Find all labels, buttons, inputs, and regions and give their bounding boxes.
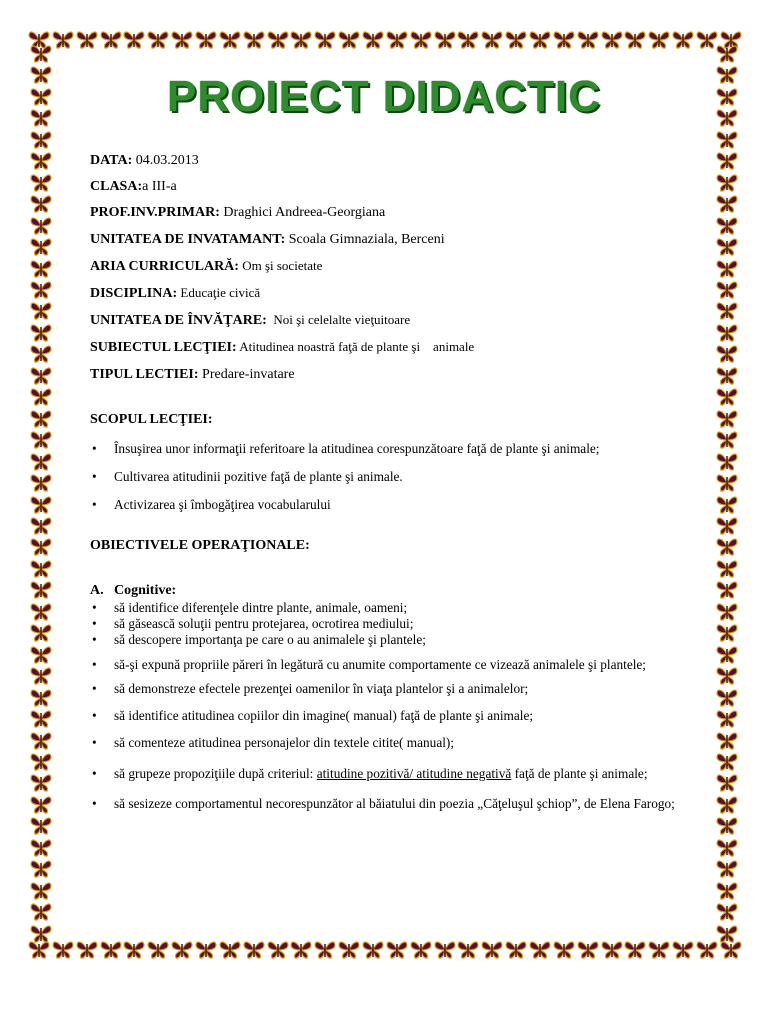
butterfly-icon	[30, 816, 52, 836]
border-top	[28, 30, 742, 52]
list-item: • să demonstreze efectele prezenţei oamenilor în viaţa plantelor şi a animalelor;	[114, 680, 714, 698]
butterfly-icon	[716, 580, 738, 600]
butterfly-icon	[434, 30, 456, 50]
butterfly-icon	[716, 366, 738, 386]
butterfly-icon	[52, 30, 74, 50]
butterfly-icon	[716, 559, 738, 579]
butterfly-icon	[30, 452, 52, 472]
butterfly-icon	[716, 323, 738, 343]
butterfly-icon	[30, 301, 52, 321]
butterfly-icon	[30, 580, 52, 600]
underlined-criterion: atitudine pozitivă/ atitudine negativă	[316, 766, 512, 781]
butterfly-icon	[481, 940, 503, 960]
butterfly-icon	[716, 473, 738, 493]
butterfly-icon	[716, 430, 738, 450]
butterfly-icon	[195, 940, 217, 960]
butterfly-icon	[505, 30, 527, 50]
butterfly-icon	[716, 773, 738, 793]
butterfly-icon	[505, 940, 527, 960]
butterfly-icon	[171, 30, 193, 50]
cognitive-list	[114, 600, 714, 816]
butterfly-icon	[76, 30, 98, 50]
butterfly-icon	[30, 173, 52, 193]
butterfly-icon	[553, 940, 575, 960]
butterfly-icon	[30, 645, 52, 665]
butterfly-icon	[338, 940, 360, 960]
list-item-grupeze: • să grupeze propoziţiile după criteriul: atitudine pozitivă/ atitudine negativă faţă de plante şi animale;	[114, 761, 714, 786]
obiective-heading: OBIECTIVELE OPERAŢIONALE:	[90, 538, 310, 553]
butterfly-icon	[716, 623, 738, 643]
butterfly-icon	[648, 940, 670, 960]
header-fields	[90, 152, 714, 392]
butterfly-icon	[195, 30, 217, 50]
butterfly-icon	[577, 30, 599, 50]
butterfly-icon	[716, 44, 738, 64]
butterfly-icon	[716, 838, 738, 858]
butterfly-icon	[716, 881, 738, 901]
butterfly-icon	[30, 387, 52, 407]
butterfly-icon	[624, 940, 646, 960]
butterfly-icon	[147, 940, 169, 960]
butterfly-icon	[362, 30, 384, 50]
butterfly-icon	[30, 623, 52, 643]
butterfly-icon	[716, 173, 738, 193]
butterfly-icon	[716, 516, 738, 536]
butterfly-icon	[716, 301, 738, 321]
butterfly-icon	[30, 237, 52, 257]
butterfly-icon	[716, 495, 738, 515]
butterfly-icon	[30, 795, 52, 815]
butterfly-icon	[529, 940, 551, 960]
butterfly-icon	[30, 194, 52, 214]
butterfly-icon	[30, 881, 52, 901]
butterfly-icon	[716, 752, 738, 772]
list-item: • Însuşirea unor informaţii referitoare la atitudinea corespunzătoare faţă de plante şi animale;	[114, 440, 714, 458]
list-item: • să găsească soluţii pentru protejarea, ocrotirea mediului;	[114, 616, 714, 632]
list-item: • să comenteze atitudinea personajelor din textele citite( manual);	[114, 734, 714, 752]
butterfly-icon	[457, 30, 479, 50]
butterfly-icon	[30, 495, 52, 515]
list-item: • să identifice diferenţele dintre plante, animale, oameni;	[114, 600, 714, 616]
butterfly-icon	[716, 387, 738, 407]
butterfly-icon	[100, 30, 122, 50]
butterfly-icon	[30, 773, 52, 793]
field-aria-curriculara: ARIA CURRICULARĂ: Om şi societate	[90, 257, 323, 274]
scop-heading: SCOPUL LECŢIEI:	[90, 412, 213, 427]
butterfly-icon	[219, 940, 241, 960]
butterfly-icon	[123, 940, 145, 960]
butterfly-icon	[716, 666, 738, 686]
butterfly-icon	[30, 366, 52, 386]
butterfly-icon	[362, 940, 384, 960]
field-tipul: TIPUL LECTIEI: Predare-invatare	[90, 366, 295, 382]
butterfly-icon	[314, 940, 336, 960]
butterfly-icon	[30, 430, 52, 450]
butterfly-icon	[243, 940, 265, 960]
butterfly-icon	[410, 940, 432, 960]
butterfly-icon	[30, 602, 52, 622]
butterfly-icon	[30, 731, 52, 751]
border-right	[716, 44, 740, 944]
butterfly-icon	[648, 30, 670, 50]
butterfly-icon	[30, 44, 52, 64]
butterfly-icon	[672, 940, 694, 960]
butterfly-icon	[716, 924, 738, 944]
butterfly-icon	[601, 940, 623, 960]
butterfly-icon	[314, 30, 336, 50]
butterfly-icon	[30, 323, 52, 343]
butterfly-icon	[30, 666, 52, 686]
butterfly-icon	[386, 30, 408, 50]
butterfly-icon	[716, 280, 738, 300]
butterfly-icon	[30, 559, 52, 579]
butterfly-icon	[529, 30, 551, 50]
butterfly-icon	[290, 30, 312, 50]
butterfly-icon	[716, 859, 738, 879]
butterfly-icon	[696, 30, 718, 50]
butterfly-icon	[716, 537, 738, 557]
butterfly-icon	[338, 30, 360, 50]
butterfly-icon	[30, 838, 52, 858]
butterfly-icon	[716, 709, 738, 729]
butterfly-icon	[716, 237, 738, 257]
butterfly-icon	[716, 409, 738, 429]
list-item: • să sesizeze comportamentul necorespunzător al băiatului din poezia „Căţeluşul şchiop”, de Elena Farogo;	[114, 791, 714, 816]
butterfly-icon	[457, 940, 479, 960]
butterfly-icon	[716, 902, 738, 922]
list-item: • să-şi expună propriile păreri în legătură cu anumite comportamente ce vizează animalele şi plantele;	[114, 652, 714, 677]
butterfly-icon	[716, 344, 738, 364]
butterfly-icon	[30, 473, 52, 493]
butterfly-icon	[123, 30, 145, 50]
butterfly-icon	[716, 645, 738, 665]
butterfly-icon	[716, 816, 738, 836]
list-item: • să descopere importanţa pe care o au animalele şi plantele;	[114, 632, 714, 648]
butterfly-icon	[624, 30, 646, 50]
field-disciplina: DISCIPLINA: Educaţie civică	[90, 284, 261, 301]
field-clasa: CLASA:a III-a	[90, 179, 177, 195]
butterfly-icon	[716, 795, 738, 815]
butterfly-icon	[30, 924, 52, 944]
butterfly-icon	[577, 940, 599, 960]
field-prof: PROF.INV.PRIMAR: Draghici Andreea-Georgiana	[90, 205, 386, 221]
butterfly-icon	[716, 130, 738, 150]
butterfly-icon	[716, 151, 738, 171]
butterfly-icon	[30, 259, 52, 279]
butterfly-icon	[290, 940, 312, 960]
butterfly-icon	[171, 940, 193, 960]
butterfly-icon	[30, 409, 52, 429]
butterfly-icon	[52, 940, 74, 960]
butterfly-icon	[30, 151, 52, 171]
butterfly-icon	[716, 602, 738, 622]
field-unitatea-invatamant: UNITATEA DE INVATAMANT: Scoala Gimnaziala, Berceni	[90, 231, 445, 247]
butterfly-icon	[553, 30, 575, 50]
butterfly-icon	[716, 452, 738, 472]
butterfly-icon	[267, 940, 289, 960]
butterfly-icon	[30, 688, 52, 708]
field-unitatea-invatare: UNITATEA DE ÎNVĂŢARE: Noi şi celelalte vieţuitoare	[90, 312, 411, 329]
page-title: PROIECT DIDACTIC	[167, 72, 601, 121]
list-item: • Activizarea şi îmbogăţirea vocabularului	[114, 496, 714, 514]
butterfly-icon	[30, 216, 52, 236]
butterfly-icon	[243, 30, 265, 50]
border-bottom	[28, 940, 742, 962]
butterfly-icon	[481, 30, 503, 50]
butterfly-icon	[30, 344, 52, 364]
butterfly-icon	[434, 940, 456, 960]
butterfly-icon	[696, 940, 718, 960]
butterfly-icon	[410, 30, 432, 50]
butterfly-icon	[219, 30, 241, 50]
butterfly-icon	[30, 709, 52, 729]
butterfly-icon	[30, 516, 52, 536]
butterfly-icon	[386, 940, 408, 960]
butterfly-icon	[30, 537, 52, 557]
butterfly-icon	[716, 688, 738, 708]
butterfly-icon	[716, 216, 738, 236]
list-item: • Cultivarea atitudinii pozitive faţă de plante şi animale.	[114, 468, 714, 486]
butterfly-icon	[76, 940, 98, 960]
field-data: DATA: 04.03.2013	[90, 153, 199, 168]
butterfly-icon	[147, 30, 169, 50]
border-left	[30, 44, 54, 944]
butterfly-icon	[30, 130, 52, 150]
butterfly-icon	[30, 859, 52, 879]
butterfly-icon	[267, 30, 289, 50]
butterfly-icon	[30, 902, 52, 922]
cognitive-heading: A. Cognitive:	[90, 583, 177, 598]
butterfly-icon	[30, 280, 52, 300]
list-item: • să identifice atitudinea copiilor din imagine( manual) faţă de plante şi animale;	[114, 707, 714, 725]
field-subiectul: SUBIECTUL LECŢIEI: Atitudinea noastră faţă de plante şi animale	[90, 339, 475, 356]
scop-list	[114, 440, 714, 524]
butterfly-icon	[100, 940, 122, 960]
butterfly-icon	[716, 259, 738, 279]
butterfly-icon	[601, 30, 623, 50]
butterfly-icon	[672, 30, 694, 50]
butterfly-icon	[716, 731, 738, 751]
butterfly-icon	[30, 752, 52, 772]
butterfly-icon	[716, 194, 738, 214]
